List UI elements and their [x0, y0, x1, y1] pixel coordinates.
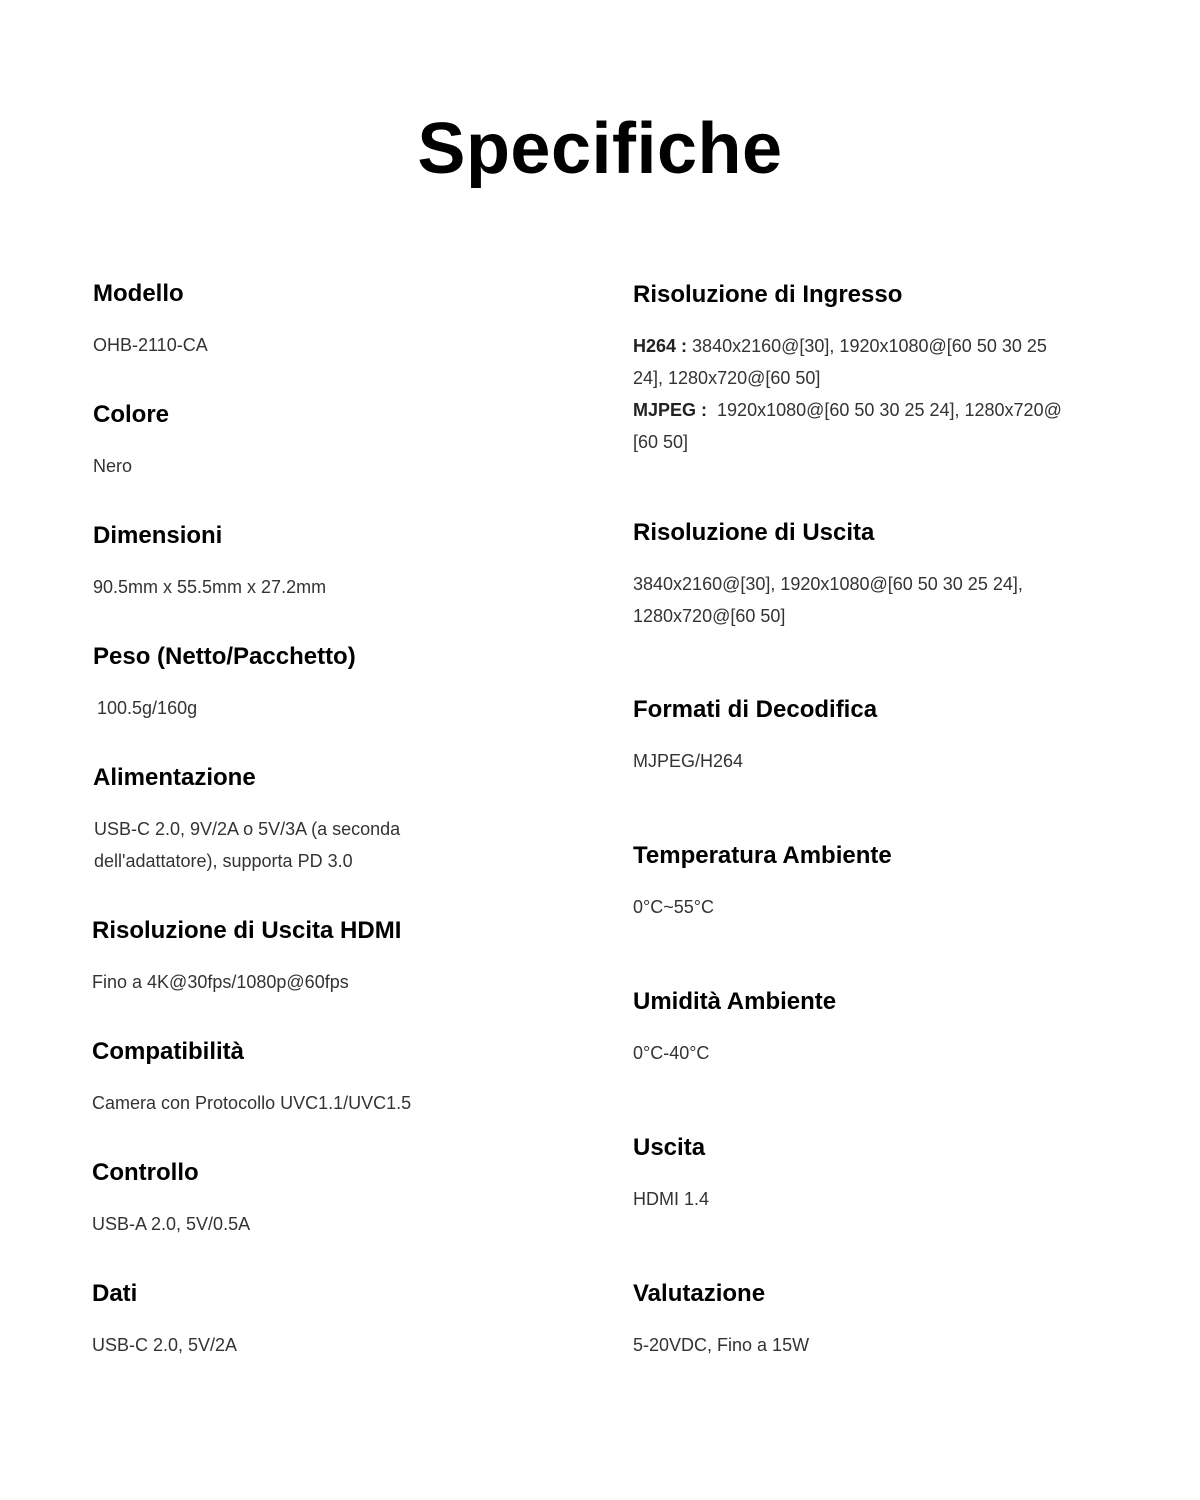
spec-value: HDMI 1.4	[633, 1188, 710, 1209]
spec-valutazione	[633, 1280, 1083, 1361]
spec-value: MJPEG/H264	[633, 750, 744, 771]
spec-risoluzione-uscita	[633, 519, 1083, 632]
spec-dati	[92, 1280, 542, 1361]
spec-risoluzione-uscita-hdmi	[92, 917, 542, 998]
spec-value-line: dell'adattatore), supporta PD 3.0	[94, 850, 353, 871]
spec-value	[633, 330, 1083, 458]
spec-value: OHB-2110-CA	[93, 334, 208, 355]
spec-label: Compatibilità	[92, 1038, 245, 1065]
spec-value-line: USB-C 2.0, 9V/2A o 5V/3A (a seconda	[94, 818, 401, 839]
spec-label: Risoluzione di Ingresso	[633, 281, 903, 308]
codec-label-h264: H264 :	[633, 335, 688, 356]
spec-label: Temperatura Ambiente	[633, 842, 892, 869]
spec-value-line: 3840x2160@[30], 1920x1080@[60 50 30 25 24],	[633, 573, 1023, 594]
spec-formati-decodifica	[633, 696, 1083, 777]
codec-label-mjpeg: MJPEG :	[633, 399, 708, 420]
spec-umidita-ambiente	[633, 988, 1083, 1069]
spec-label: Peso (Netto/Pacchetto)	[93, 643, 356, 670]
spec-value	[93, 813, 543, 877]
spec-label: Risoluzione di Uscita	[633, 519, 875, 546]
spec-value: 5-20VDC, Fino a 15W	[633, 1334, 810, 1355]
spec-temperatura-ambiente	[633, 842, 1083, 923]
spec-label: Uscita	[633, 1134, 706, 1161]
spec-label: Umidità Ambiente	[633, 988, 837, 1015]
spec-value-line: 1920x1080@[60 50 30 25 24], 1280x720@	[717, 399, 1062, 420]
spec-value: USB-C 2.0, 5V/2A	[92, 1334, 238, 1355]
spec-label: Modello	[93, 280, 184, 307]
spec-label: Formati di Decodifica	[633, 696, 878, 723]
spec-peso	[93, 643, 543, 724]
page-title: Specifiche	[417, 109, 783, 189]
spec-value: 90.5mm x 55.5mm x 27.2mm	[93, 576, 327, 597]
spec-value: USB-A 2.0, 5V/0.5A	[92, 1213, 251, 1234]
spec-value	[633, 568, 1083, 632]
spec-value: Fino a 4K@30fps/1080p@60fps	[92, 971, 349, 992]
spec-value-line: 1280x720@[60 50]	[633, 605, 786, 626]
spec-label: Colore	[93, 401, 170, 428]
spec-controllo	[92, 1159, 542, 1240]
spec-dimensioni	[93, 522, 543, 603]
spec-risoluzione-ingresso	[633, 281, 1083, 458]
spec-label: Risoluzione di Uscita HDMI	[92, 917, 402, 944]
spec-colore	[93, 401, 543, 482]
spec-compatibilita	[92, 1038, 542, 1119]
spec-value-line: [60 50]	[633, 431, 689, 452]
spec-alimentazione	[93, 764, 543, 877]
spec-value: 100.5g/160g	[97, 697, 198, 718]
spec-value: 0°C-40°C	[633, 1042, 710, 1063]
spec-modello	[93, 280, 543, 361]
spec-label: Dimensioni	[93, 522, 223, 549]
spec-uscita	[633, 1134, 1083, 1215]
spec-label: Dati	[92, 1280, 138, 1307]
spec-value: 0°C~55°C	[633, 896, 714, 917]
spec-label: Valutazione	[633, 1280, 766, 1307]
spec-value: Camera con Protocollo UVC1.1/UVC1.5	[92, 1092, 412, 1113]
spec-value: Nero	[93, 455, 133, 476]
spec-label: Controllo	[92, 1159, 199, 1186]
spec-label: Alimentazione	[93, 764, 256, 791]
spec-value-line: 24], 1280x720@[60 50]	[633, 367, 821, 388]
spec-value-line: 3840x2160@[30], 1920x1080@[60 50 30 25	[692, 335, 1047, 356]
